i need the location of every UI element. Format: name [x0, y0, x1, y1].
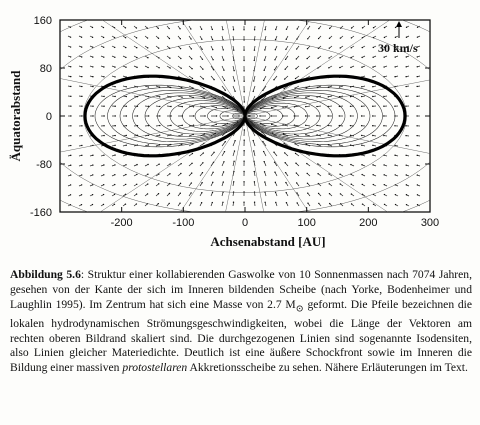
x-tick-label: 100	[297, 217, 316, 229]
x-tick-label: -100	[172, 217, 195, 229]
x-tick-label: 0	[241, 217, 249, 229]
x-tick-label: 200	[359, 217, 378, 229]
y-tick-label: -160	[29, 207, 52, 219]
caption-text-1: : Struktur einer kollabierenden Gaswolke von 10 Sonnenmassen nach 7074 Jahren, gesehen von der Kante der sich im Inneren bildenden Scheibe (nach Yorke, Bodenheimer und Laughlin 1995). Im Zentrum hat sich eine Masse von 2.7 M	[10, 268, 472, 311]
caption-text-3: Akkretionsscheibe zu sehen. Nähere Erläuterungen im Text.	[187, 361, 468, 375]
x-tick-label: -200	[110, 217, 133, 229]
y-tick-label: -80	[36, 159, 52, 171]
y-axis-title: Äquatorabstand	[8, 70, 23, 162]
y-tick-label: 0	[45, 111, 52, 123]
scale-vector-label: 30 km/s	[378, 41, 418, 55]
figure-caption	[10, 268, 472, 376]
caption-text-2: geformt. Die Pfeile bezeichnen die lokalen hydrodynamischen Strömungsgeschwindigkeiten, wobei die Länge der Vektoren am rechten oberen Bildrand skaliert sind. Die durchgezogenen Linien sind sogenannte Isodensiten, also Linien gleicher Materiedichte. Deutlich ist eine äußere Schockfront sowie im Inneren die Bildung einer massiven	[10, 297, 472, 375]
y-tick-label: 80	[39, 63, 52, 75]
sun-symbol: ⊙	[295, 302, 304, 314]
shock-front	[85, 76, 405, 156]
y-tick-labels	[30, 15, 52, 219]
x-tick-label: 300	[420, 217, 440, 229]
caption-label: Abbildung 5.6	[10, 268, 81, 281]
scale-vector	[396, 21, 402, 38]
x-tick-labels	[111, 217, 440, 229]
caption-italic-term: protostellaren	[122, 361, 188, 375]
x-axis-title: Achsenabstand [AU]	[210, 234, 326, 249]
y-tick-label: 160	[33, 15, 52, 27]
